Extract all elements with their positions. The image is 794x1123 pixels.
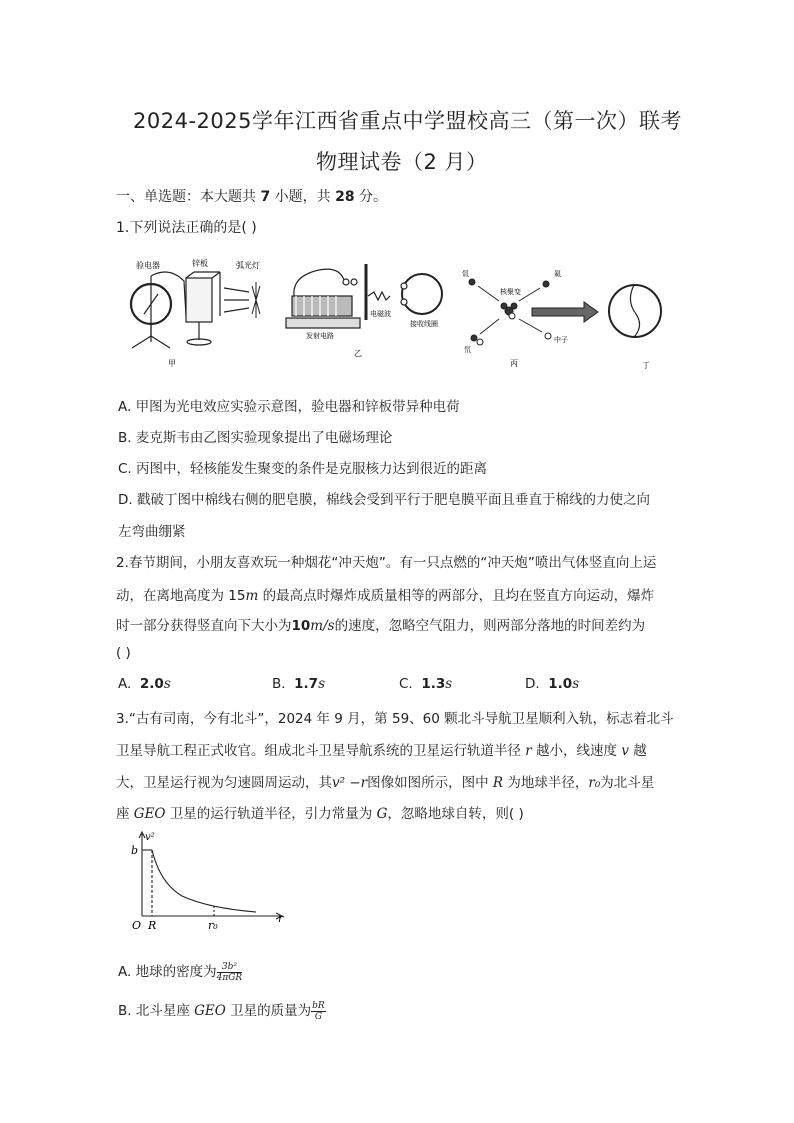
- label-bing: 丙: [510, 359, 518, 368]
- graph-R-label: R: [148, 919, 157, 932]
- exam-title-line1: 2024-2025学年江西省重点中学盟校高三（第一次）联考: [133, 109, 682, 133]
- label-fusion: 核聚变: [500, 288, 521, 296]
- q2-line1: 2.春节期间，小朋友喜欢玩一种烟花“冲天炮”。有一只点燃的“冲天炮”喷出气体竖直向上运: [116, 555, 657, 571]
- fusion-figure: [469, 279, 598, 345]
- exam-title-line2: 物理试卷（2 月）: [316, 150, 488, 174]
- q3-line3: 大，卫星运行视为匀速圆周运动，其v² −r图像如图所示，图中 R 为地球半径，r₀为北斗星: [116, 775, 655, 791]
- q3-option-a-fraction: $\frac{\text{3b²}}{\text{4πGR}}$: [216, 961, 243, 983]
- q3-line1: 3.“古有司南，今有北斗”，2024 年 9 月，第 59、60 颗北斗导航卫星顺利入轨，标志着北斗: [116, 711, 674, 727]
- q2-option-c[interactable]: C. 1.3s: [399, 676, 453, 692]
- q3-line2: 卫星导航工程正式收官。组成北斗卫星导航系统的卫星运行轨道半径 r 越小，线速度 v 越: [116, 743, 647, 759]
- q1-option-c[interactable]: C. 丙图中，轻核能发生聚变的条件是克服核力达到很近的距离: [118, 461, 488, 477]
- graph-x-label: r: [278, 912, 284, 925]
- label-ding: 丁: [642, 361, 650, 370]
- graph-r0-label: r₀: [208, 919, 218, 932]
- graph-origin-label: O: [132, 919, 142, 932]
- label-deuterium: 氘: [464, 346, 471, 354]
- label-helium: 氦: [554, 270, 561, 278]
- hertz-figure: [286, 264, 442, 328]
- label-yi: 乙: [354, 349, 362, 358]
- label-neutron: 中子: [554, 336, 568, 344]
- soap-film-figure: [609, 285, 661, 337]
- label-zinc-plate: 锌板: [192, 259, 208, 268]
- q1-option-b[interactable]: B. 麦克斯韦由乙图实验现象提出了电磁场理论: [118, 430, 393, 446]
- graph-y-label: v²: [145, 832, 155, 843]
- label-em-wave: 电磁波: [370, 310, 391, 318]
- q3-v2-r-graph: [128, 828, 288, 932]
- q2-option-d[interactable]: D. 1.0s: [525, 676, 580, 692]
- q1-figure: [124, 256, 674, 371]
- label-emitter: 发射电路: [306, 332, 334, 340]
- q3-option-a[interactable]: A. 地球的密度为 $\frac{\text{3b²}}{\text{4πGR}}$: [118, 961, 243, 983]
- graph-b-label: b: [131, 844, 139, 857]
- q2-line3: 时一部分获得竖直向下大小为10m/s的速度，忽略空气阻力，则两部分落地的时间差约为: [116, 618, 646, 634]
- q2-option-b[interactable]: B. 1.7s: [272, 676, 326, 692]
- q1-option-d[interactable]: D. 戳破丁图中棉线右侧的肥皂膜，棉线会受到平行于肥皂膜平面且垂直于棉线的力使之向: [118, 492, 650, 508]
- q2-line4: ( ): [116, 645, 131, 661]
- q3-option-b[interactable]: B. 北斗星座 GEO 卫星的质量为 $\frac{bR}{G}$: [118, 1000, 325, 1022]
- q1-option-a[interactable]: A. 甲图为光电效应实验示意图，验电器和锌板带异种电荷: [118, 399, 460, 415]
- electroscope-figure: [131, 272, 260, 348]
- q3-option-b-fraction: $\frac{bR}{G}$: [312, 1000, 325, 1022]
- label-electroscope: 验电器: [136, 261, 160, 270]
- q1-option-d-continued: 左弯曲绷紧: [118, 524, 186, 540]
- label-tritium: 氚: [462, 270, 469, 278]
- section-heading: 一、单选题：本大题共 7 小题，共 28 分。: [116, 189, 388, 205]
- label-arc-lamp: 弧光灯: [236, 261, 260, 270]
- q2-option-a[interactable]: A. 2.0s: [118, 676, 171, 692]
- q3-line4: 座 GEO 卫星的运行轨道半径，引力常量为 G，忽略地球自转，则( ): [116, 806, 524, 822]
- label-receiver: 接收线圈: [410, 320, 438, 328]
- q2-line2: 动，在离地高度为 15m 的最高点时爆炸成质量相等的两部分，且均在竖直方向运动，爆炸: [116, 588, 655, 604]
- q1-stem: 1.下列说法正确的是( ): [116, 220, 257, 236]
- label-jia: 甲: [168, 359, 176, 368]
